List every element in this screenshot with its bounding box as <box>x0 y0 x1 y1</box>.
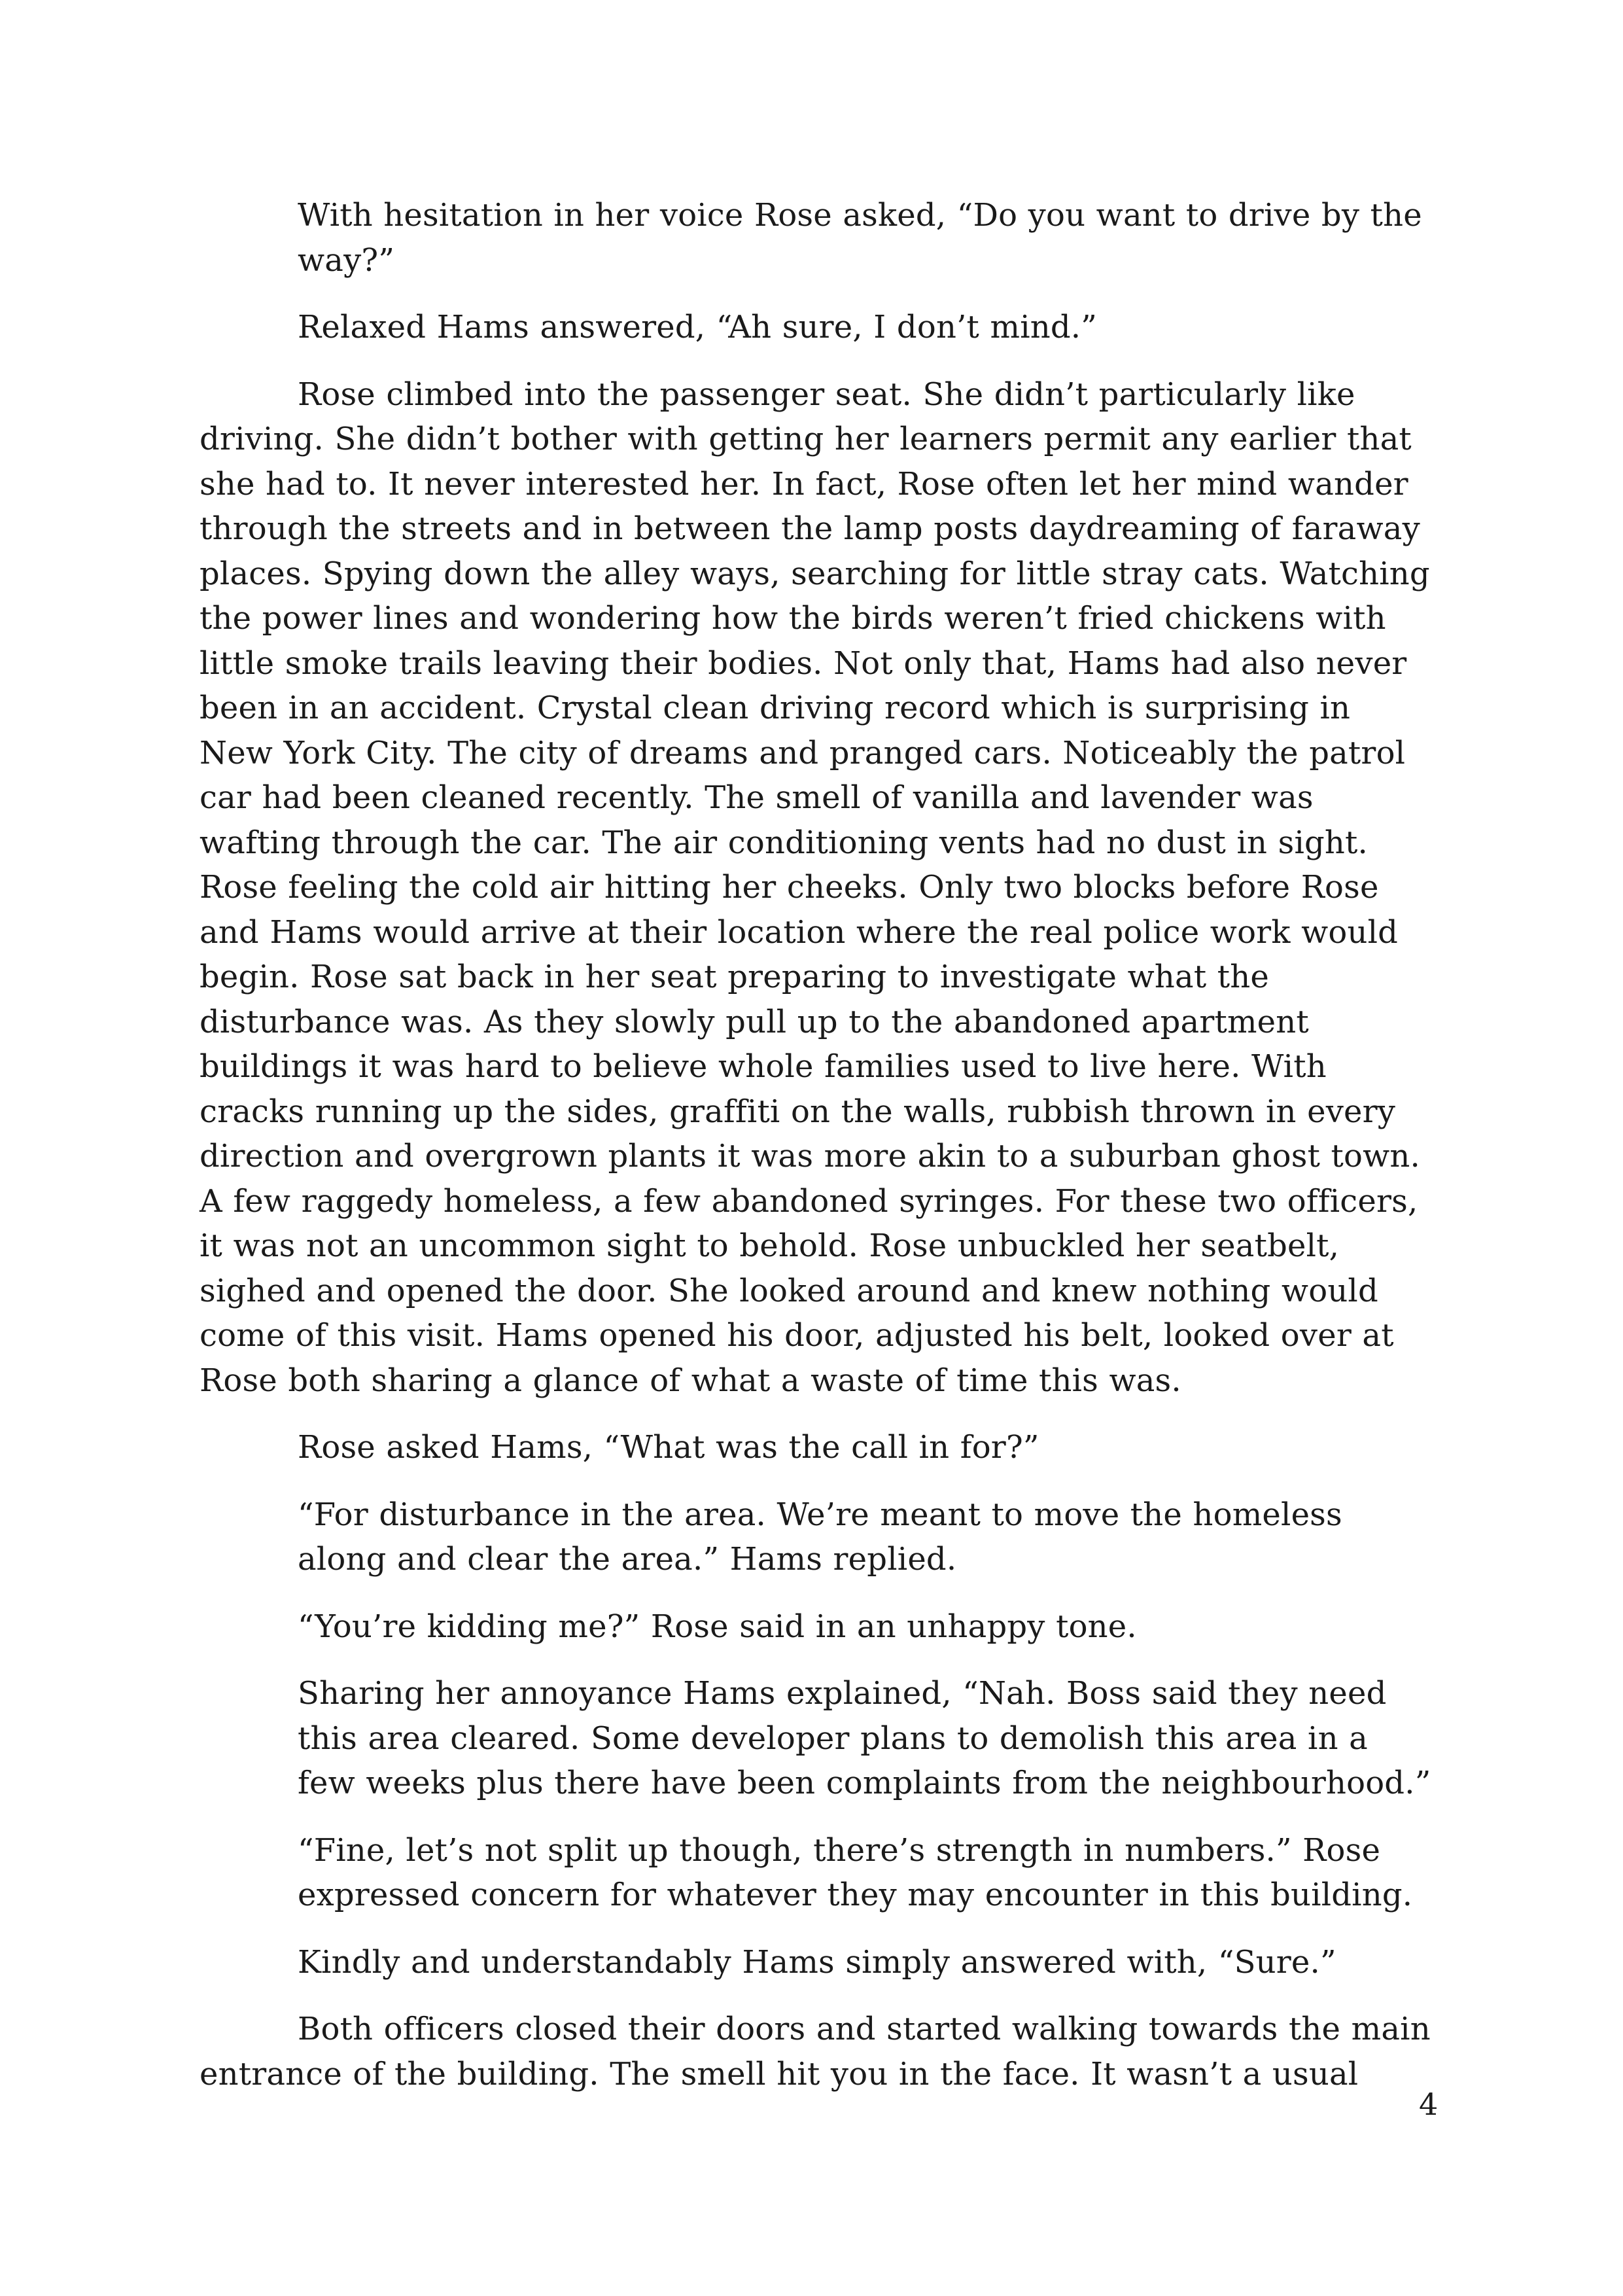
page-number: 4 <box>1419 2087 1439 2122</box>
paragraph-dialogue-explained: Sharing her annoyance Hams explained, “Nah. Boss said they need this area cleared. Some developer plans to demolish this area in a few weeks plus there have been complaints from the neighbourhood.” <box>298 1675 1431 1801</box>
paragraph-dialogue-question: With hesitation in her voice Rose asked, “Do you want to drive by the way?” <box>298 197 1422 279</box>
paragraph-narrative-entrance: Both officers closed their doors and started walking towards the main entrance of the building. The smell hit you in the face. It wasn’t a usual <box>200 2011 1431 2093</box>
body-text <box>200 193 1433 2119</box>
paragraph-dialogue-answer: Relaxed Hams answered, “Ah sure, I don’t mind.” <box>298 309 1097 345</box>
paragraph-narrative-drive: Rose climbed into the passenger seat. She didn’t particularly like driving. She didn’t bother with getting her learners permit any earlier that she had to. It never interested her. In fact, Rose often let her mind wander through the streets and in between the lamp posts daydreaming of faraway places. Spying down the alley ways, searching for little stray cats. Watching the power lines and wondering how the birds weren’t fried chickens with little smoke trails leaving their bodies. Not only that, Hams had also never been in an accident. Crystal clean driving record which is surprising in New York City. The city of dreams and pranged cars. Noticeably the patrol car had been cleaned recently. The smell of vanilla and lavender was wafting through the car. The air conditioning vents had no dust in sight. Rose feeling the cold air hitting her cheeks. Only two blocks before Rose and Hams would arrive at their location where the real police work would begin. Rose sat back in her seat preparing to investigate what the disturbance was. As they slowly pull up to the abandoned apartment buildings it was hard to believe whole families used to live here. With cracks running up the sides, graffiti on the walls, rubbish thrown in every direction and overgrown plants it was more akin to a suburban ghost town. A few raggedy homeless, a few abandoned syringes. For these two officers, it was not an uncommon sight to behold. Rose unbuckled her seatbelt, sighed and opened the door. She looked around and knew nothing would come of this visit. Hams opened his door, adjusted his belt, looked over at Rose both sharing a glance of what a waste of time this was. <box>200 376 1430 1399</box>
paragraph-dialogue-disturbance: “For disturbance in the area. We’re meant to move the homeless along and clear the area.” Hams replied. <box>298 1496 1342 1578</box>
paragraph-dialogue-call: Rose asked Hams, “What was the call in for?” <box>298 1429 1039 1466</box>
paragraph-dialogue-sure: Kindly and understandably Hams simply answered with, “Sure.” <box>298 1943 1336 1981</box>
paragraph-dialogue-split-up: “Fine, let’s not split up though, there’s strength in numbers.” Rose expressed concern for whatever they may encounter in this building. <box>298 1831 1413 1913</box>
paragraph-dialogue-kidding: “You’re kidding me?” Rose said in an unhappy tone. <box>298 1608 1137 1645</box>
